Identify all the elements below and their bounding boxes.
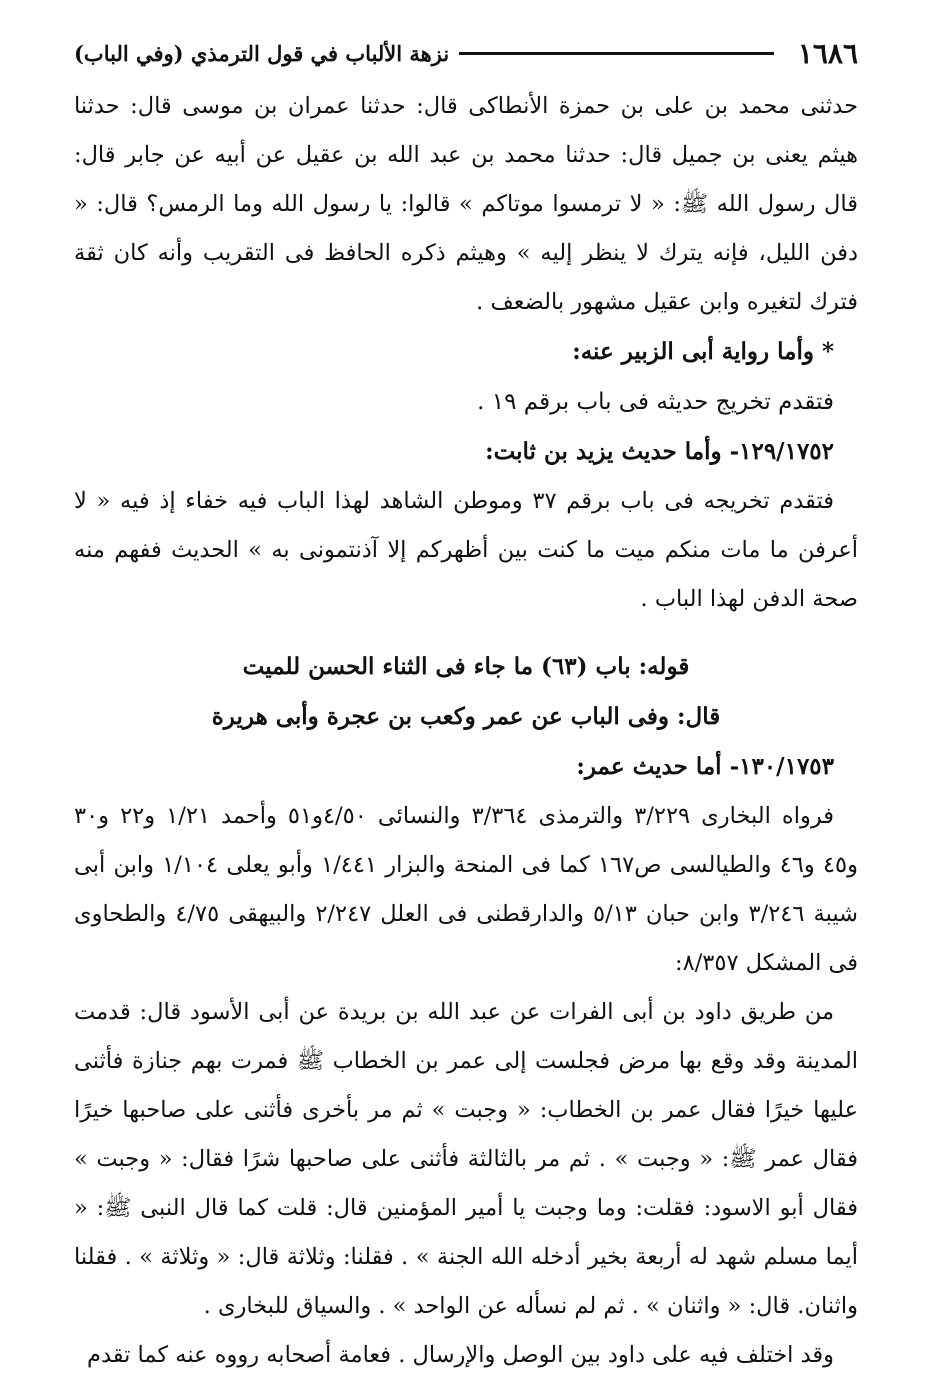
header-rule bbox=[459, 52, 774, 55]
chapter-subheading: قال: وفى الباب عن عمر وكعب بن عجرة وأبى هريرة bbox=[211, 703, 721, 730]
section-subheading: ١٣٠/١٧٥٣- أما حديث عمر: bbox=[576, 753, 834, 780]
page-header bbox=[74, 30, 858, 76]
page-number: ١٦٨٦ bbox=[797, 36, 858, 70]
paragraph: فتقدم تخريج حديثه فى باب برقم ١٩ . bbox=[477, 389, 834, 415]
paragraph: فرواه البخارى ٣/٢٢٩ والترمذى ٣/٣٦٤ والنسائى ٤/٥٠و٥١ وأحمد ١/٢١ و٢٢ و٣٠ و٤٥ و٤٦ والطيالسى ص١٦٧ كما فى المنحة والبزار ١/٤٤١ وأبو يعلى ١/١٠٤ وابن أبى شيبة ٣/٢٤٦ وابن حبان ٥/١٣ والدارقطنى فى العلل ٢/٢٤٧ والبيهقى ٤/٧٥ والطحاوى فى المشكل ٨/٣٥٧: bbox=[74, 803, 858, 976]
running-title: نزهة الألباب في قول الترمذي (وفي الباب) bbox=[74, 40, 450, 66]
paragraph: فتقدم تخريجه فى باب برقم ٣٧ وموطن الشاهد لهذا الباب فيه خفاء إذ فيه « لا أعرفن ما مات منكم ميت ما كنت بين أظهركم إلا آذنتمونى به » الحديث ففهم منه صحة الدفن لهذا الباب . bbox=[74, 488, 858, 612]
paragraph: من طريق داود بن أبى الفرات عن عبد الله بن بريدة عن أبى الأسود قال: قدمت المدينة وقد وقع بها مرض فجلست إلى عمر بن الخطاب ﷺ فمرت بهم جنازة فأثنى عليها خيرًا فقال عمر بن الخطاب: « وجبت » ثم مر بأخرى فأثنى على صاحبها خيرًا فقال عمر ﷺ: « وجبت » . ثم مر بالثالثة فأثنى على صاحبها شرًا فقال: « وجبت » فقال أبو الاسود: فقلت: وما وجبت يا أمير المؤمنين قال: قلت كما قال النبى ﷺ: « أيما مسلم شهد له أربعة بخير أدخله الله الجنة » . فقلنا: وثلاثة قال: « وثلاثة » . فقلنا واثنان. قال: « واثنان » . ثم لم نسأله عن الواحد » . والسياق للبخارى . bbox=[74, 999, 858, 1319]
paragraph: حدثنى محمد بن على بن حمزة الأنطاكى قال: حدثنا عمران بن موسى قال: حدثنا هيثم يعنى بن جميل قال: حدثنا محمد بن عبد الله بن عقيل عن أبيه عن جابر قال: قال رسول الله ﷺ: « لا ترمسوا موتاكم » قالوا: يا رسول الله وما الرمس؟ قال: « دفن الليل، فإنه يترك لا ينظر إليه » وهيثم ذكره الحافظ فى التقريب وأنه كان ثقة فترك لتغيره وابن عقيل مشهور بالضعف . bbox=[74, 93, 858, 315]
section-subheading: ١٢٩/١٧٥٢- وأما حديث يزيد بن ثابت: bbox=[485, 438, 834, 465]
chapter-heading: قوله: باب (٦٣) ما جاء فى الثناء الحسن للميت bbox=[242, 653, 690, 680]
paragraph: وقد اختلف فيه على داود بين الوصل والإرسال . فعامة أصحابه رووه عنه كما تقدم bbox=[87, 1342, 834, 1368]
spacer bbox=[74, 624, 858, 642]
section-subheading: * وأما رواية أبى الزبير عنه: bbox=[572, 338, 834, 365]
page-body bbox=[74, 82, 858, 1380]
